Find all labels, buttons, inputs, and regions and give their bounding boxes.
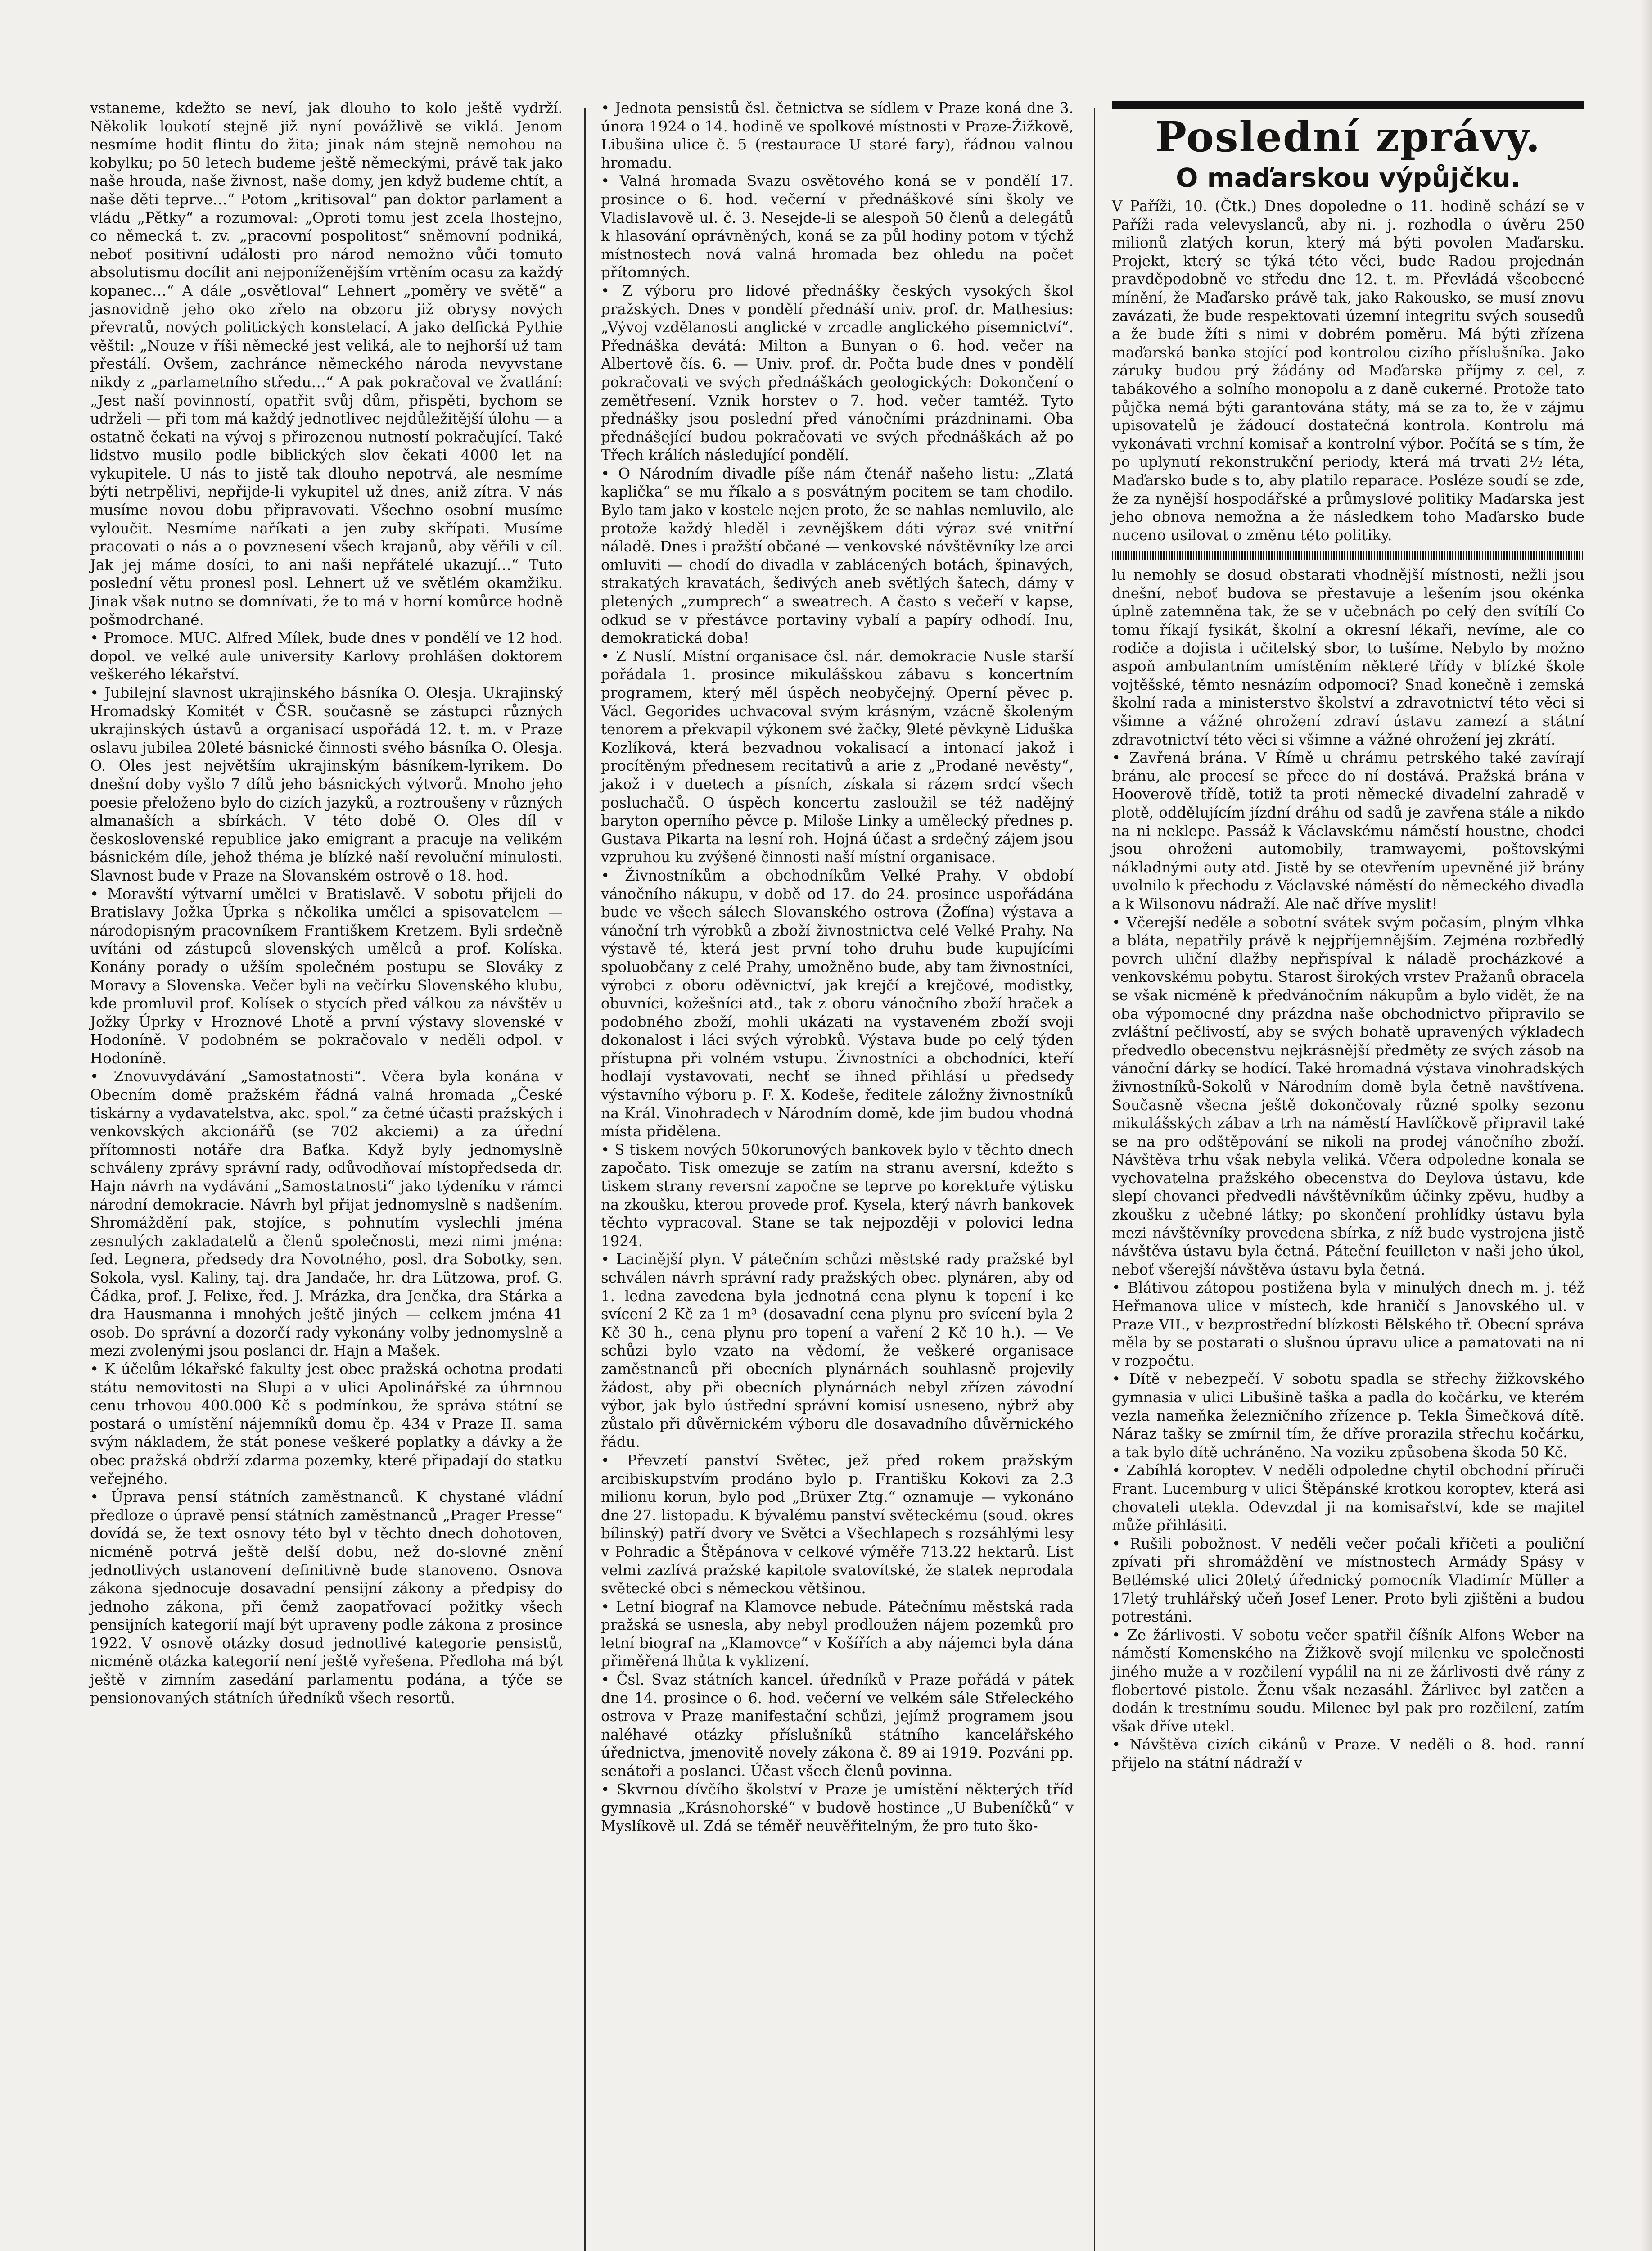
article-c3-3: • Blátivou zátopou postižena byla v minulých dnech m. j. též Heřmanova ulice v místech, kde hraničí s Janovského ul. v Praze VII., v bezprostřední blízkosti Bělského tř. Obecní správa měla by se postarati o slušnou úpravu ulice a pamatovati na ni v rozpočtu. — [1112, 1279, 1584, 1370]
article-c3-7: • Ze žárlivosti. V sobotu večer spatřil číšník Alfons Weber na náměstí Komenského na Žižkově svojí milenku ve společnosti jiného muže a v rozčilení vypálil na ni ze žárlivosti dvě rány z flobertové pistole. Ženu však nezasáhl. Žárlivec byl zatčen a dodán k trestnímu soudu. Milenec byl pak pro rozčilení, zatím však dříve utekl. — [1112, 1626, 1584, 1735]
article-c3-0: lu nemohly se dosud obstarati vhodnější místnosti, nežli jsou dnešní, neboť budova se přestavuje a lešením jsou okénka úplně zatemněna tak, že se v učebnách po celý den svítílí Co tomu říkají fysikát, školní a okresní lékaři, nevíme, ale co rodiče a dojista i učitelský sbor, to tušíme. Nebylo by možno aspoň ambulantním umístěním některé třídy v blízké škole vojtěšské, těmto nesnázím odpomoci? Snad konečně i zemská školní rada a ministerstvo školství a zdravotnictví této věci si všimne a vážné ohrožení zdraví ústavu zamezí a státní zdravotnictví této věci si všimne a vážné ohrožení jej zkrátí. — [1112, 566, 1584, 748]
article-c2-3: • O Národním divadle píše nám čtenář našeho listu: „Zlatá kaplička“ se mu říkalo a s posvátným pocitem se tam chodilo. Bylo tam jako v kostele nejen proto, že se nahlas nemluvilo, ale protože každý hleděl i zevnějškem dáti výraz své vnitřní náladě. Dnes i pražští občané — venkovské návštěvníky lze arci omluviti — chodí do divadla v zablácených botách, špinavých, strakatých kravatách, šedivých aneb světlých šatech, dámy v pletených „zumprech“ a sweatrech. A často s večeří v kapse, odkud se v přestávce portaviny vybalí a papíry odhodí. Inu, demokratická doba! — [601, 465, 1074, 647]
article-c3-4: • Dítě v nebezpečí. V sobotu spadla se střechy žižkovského gymnasia v ulici Libušině taška a padla do kočárku, ve kterém vezla nameňka železničního zřízence p. Tekla Šimečková dítě. Náraz tašky se zmírnil tím, že dříve prorazila střechu kočárku, a tak bylo dítě uchráněno. Na voziku způsobena škoda 50 Kč. — [1112, 1370, 1584, 1461]
article-c3-8: • Návštěva cizích cikánů v Praze. V neděli o 8. hod. ranní přijelo na státní nádraží v — [1112, 1736, 1584, 1772]
article-c3-1: • Zavřená brána. V Římě u chrámu petrského také zavírají bránu, ale procesí se přece do ní dostává. Pražská brána v Hooverově třídě, totiž ta proti německé divadelní zahradě v plotě, oddělujícím jízdní dráhu od sadů je zavřena stále a nikdo na ni neklepe. Passáž k Václavskému náměstí houstne, chodci jsou ohroženi automobily, tramwayemi, poštovskými nákladnými auty atd. Jistě by se otevřením upevněné již brány uvolnilo k přechodu z Václavské náměstí do německého divadla a k Wilsonovu nádraží. Ale nač dříve myslit! — [1112, 749, 1584, 913]
article-c2-11: • Skvrnou dívčího školství v Praze je umístění některých tříd gymnasia „Krásnohorské“ v budově hostince „U Bubeníčků“ v Myslíkově ul. Zdá se téměř neuvěřitelným, že pro tuto ško- — [601, 1781, 1074, 1835]
column-1 — [90, 99, 563, 1707]
article-c1-3: • Moravští výtvarní umělci v Bratislavě. V sobotu přijeli do Bratislavy Jožka Úprka s několika umělci a spisovatelem — národopisným pracovníkem Františkem Kretzem. Byli srdečně uvítáni od zástupců slovenských umělců a prof. Kolíska. Konány porady o užším společném postupu se Slováky z Moravy a Slovenska. Večer byli na večírku Slovenského klubu, kde promluvil prof. Kolísek o stycích před válkou za návštěv u Jožky Úprky v Hroznové Lhotě a první výstavy slovenské v Hodoníně. V podobném se pokračovalo v neděli odpol. v Hodoníně. — [90, 885, 563, 1067]
section-divider — [1112, 551, 1584, 560]
column-3 — [1112, 99, 1584, 1772]
lead-headline: O maďarskou výpůjčku. — [1176, 163, 1521, 193]
article-c1-6: • Úprava pensí státních zaměstnanců. K chystané vládní předloze o úpravě pensí státních zaměstnanců „Prager Presse“ dovídá se, že text osnovy této byl v těchto dnech dohotoven, nicméně potrvá ještě delší dobu, než do-slovné znění jednotlivých ustanovení definitivně bude stanoveno. Osnova zákona sjednocuje dosavadní pensijní zákony a předpisy do jednoho zákona, při čemž zaopatřovací požitky všech pensijních kategorií mají být upraveny podle zákona z prosince 1922. V osnově otázky dosud jednotlivé kategorie pensistů, nicméně otázka kategorií není ještě vyřešena. Předloha má být ještě v zimním zasedání parlamentu podána, a týče se pensionovaných státních úředníků všech resortů. — [90, 1488, 563, 1707]
article-c2-5: • Živnostníkům a obchodníkům Velké Prahy. V období vánočního nákupu, v době od 17. do 24. prosince uspořádána bude ve všech sálech Slovanského ostrova (Žofína) výstava a vánoční trh výrobků a zboží živnostnictva celé Velké Prahy. Na výstavě té, která jest první toho druhu bude kupujícími spoluobčany z celé Prahy, umožněno bude, aby tam živnostníci, výrobci z oboru oděvnictví, jak krejčí a krejčové, modistky, obuvníci, kožešníci atd., tak z oboru vánočního zboží hraček a podobného zboží, mohli ukázati na vystaveném zboží svoji dokonalost i láci svých výrobků. Výstava bude po celý týden přístupna při volném vstupu. Živnostníci a obchodníci, kteří hodlají vystavovati, nechť se ihned přihlásí u předsedy výstavního výboru p. F. X. Kodeše, ředitele záložny živnostníků na Král. Vinohradech v Národním domě, kde jim budou vhodná místa přidělena. — [601, 867, 1074, 1140]
article-c1-0: vstaneme, kdežto se neví, jak dlouho to kolo ještě vydrží. Několik loukotí stejně již nyní povážlivě se viklá. Jenom nesmíme hodit flintu do žita; jinak nám stejně nemohou na kobylku; po 50 letech budeme ještě německými, právě tak jako naše hrouda, naše živnost, naše domy, jen když budeme chtít, a naše děti teprve…“ Potom „kritisoval“ pan doktor parlament a vládu „Pětky“ a rozumoval: „Oproti tomu jest zcela lhostejno, co německá t. zv. „pracovní pospolitost“ sněmovní podniká, neboť positivní události pro národ nemožno vůči tomuto absolutismu docílit ani nejponíženějším vrtěním ocasu za každý kopanec…“ A dále „osvětloval“ Lehnert „poměry ve světě“ a jasnovidně jeho oko zřelo na obzoru již obrysy nových převratů, nových politických konstelací. A jako delfická Pythie věštil: „Nouze v říši německé jest veliká, ale to nejhorší už tam přestálí. Ovšem, zachránce německého národa nevyvstane nikdy z „parlametního středu…“ A pak pokračoval ve žvatlání: „Jest naší povinností, opatřit svůj dům, přispěti, bychom se udrželi — při tom má každý jednotlivec nejdůležitější úlohu — a ostatně čekati na vývoj s přirozenou nutností pokračující. Také lidstvo musilo podle biblických slov čekati 4000 let na vykupitele. U nás to jistě tak dlouho nepotrvá, ale nesmíme býti netrpělivi, nepřijde-li vykupitel už dnes, aniž zítra. V nás musíme novou dobu připravovati. Všechno osobní musíme vyloučit. Nesmíme naříkati a jen zuby skřípati. Musíme pracovati o nás a o povznesení všech krajanů, aby věřili v cíl. Jak jej máme dosíci, to ani naši nepřátelé ukazují…“ Tuto poslední větu pronesl posl. Lehnert už ve světlém okamžiku. Jinak však nutno se domnívati, že to má v horní komůrce hodně pošmodrchané. — [90, 99, 563, 628]
article-c2-8: • Převzetí panství Světec, jež před rokem pražským arcibiskupstvím prodáno bylo p. Františku Kokovi za 2.3 milionu korun, bylo pod „Brüxer Ztg.“ oznamuje — vykonáno dne 27. listopadu. K bývalému panství světeckému (soud. okres bílinský) patří dvory ve Světci a Všechlapech s rozsáhlými lesy v Pohradic a Štěpánova v celkové výměře 713.22 hektarů. List velmi zazlívá pražské kapitole svatovítské, že statek neprodala světecké obci s německou většinou. — [601, 1451, 1074, 1597]
article-c2-0: • Jednota pensistů čsl. četnictva se sídlem v Praze koná dne 3. února 1924 o 14. hodině ve spolkové místnosti v Praze-Žižkově, Libušina ulice č. 5 (restaurace U staré fary), řádnou valnou hromadu. — [601, 99, 1074, 172]
article-c2-9: • Letní biograf na Klamovce nebude. Pátečnímu městská rada pražská se usnesla, aby nebyl prodloužen nájem pozemků pro letní biograf na „Klamovce“ v Košířích a aby nájemci byla dána přiměřená lhůta k vyklizení. — [601, 1598, 1074, 1670]
column-rule-2 — [1094, 108, 1095, 2251]
column-2 — [601, 99, 1074, 1835]
article-c2-1: • Valná hromada Svazu osvětového koná se v pondělí 17. prosince o 6. hod. večerní v přednáškové síni školy ve Vladislavově ul. č. 3. Nesejde-li se alespoň 50 členů a delegátů k hlasování oprávněných, koná se za půl hodiny potom v týchž místnostech nová valná hromada bez ohledu na počet přítomných. — [601, 172, 1074, 281]
masthead-rule-top — [1112, 101, 1584, 109]
lead-article: V Paříži, 10. (Čtk.) Dnes dopoledne o 11. hodině schází se v Paříži rada velevyslanců, aby ni. j. rozhodla o úvěru 250 milionů zlatých korun, který má býti povolen Maďarsku. Projekt, který se týká této věci, bude Radou projednán pravděpodobně ve středu dne 12. t. m. Převládá všeobecné mínění, že Maďarsko právě tak, jako Rakousko, se musí znovu zavázati, že bude respektovati územní integritu svých sousedů a že bude žíti s nimi v dobrém poměru. Má býti zřízena maďarská banka stojící pod kontrolou cizího příslušníka. Jako záruky budou prý žádány od Maďarska příjmy z cel, z tabákového a solního monopolu a z daně cukerné. Protože tato půjčka nemá býti garantována státy, má se za to, že v zájmu upisovatelů je žádoucí dostatečná kontrola. Kontrolu má vykonávati vrchní komisař a kontrolní výbor. Počítá se s tím, že po uplynutí rekonstrukční periody, která má trvati 2½ léta, Maďarsko bude s to, aby platilo reparace. Posléze soudí se zde, že za nynější hospodářské a průmyslové politiky Maďarska jest jeho obnova nemožna a že následkem toho Maďarsko bude nuceno usilovat o změnu této politiky. — [1112, 198, 1584, 544]
article-c2-2: • Z výboru pro lidové přednášky českých vysokých škol pražských. Dnes v pondělí přednáší univ. prof. dr. Mathesius: „Vývoj vzdělanosti anglické v zrcadle anglického písemnictví“. Přednáška devátá: Milton a Bunyan o 6. hod. večer na Albertově čís. 6. — Univ. prof. dr. Počta bude dnes v pondělí pokračovati ve svých přednáškách geologických: Dokončení o zemětřesení. Vznik horstev o 7. hod. večer tamtéž. Tyto přednášky jsou poslední před vánočními prázdninami. Oba přednášející budou pokračovati ve svých přednáškách až po Třech králích následující pondělí. — [601, 282, 1074, 464]
article-c1-4: • Znovuvydávání „Samostatnosti“. Včera byla konána v Obecním domě pražském řádná valná hromada „České tiskárny a vydavatelstva, akc. spol.“ za četné účasti pražských i venkovských akcionářů (se 702 akciemi) a za úřední přítomnosti notáře dra Baťka. Když byly jednomyslně schváleny zprávy správní rady, odůvodňovaí místopředseda dr. Hajn návrh na vydávání „Samostatnosti“ jako týdeníku v rámci národní demokracie. Návrh byl přijat jednomyslně s nadšením. Shromáždění pak, stojíce, s pohnutím vyslechli jména zesnulých zakladatelů a členů společnosti, mezi nimi jména: fed. Legnera, předsedy dra Novotného, posl. dra Sobotky, sen. Sokola, vysl. Kaliny, taj. dra Jandače, hr. dra Lützowa, prof. G. Čádka, prof. J. Felixe, řed. J. Mrázka, dra Jenčka, dra Stárka a dra Hausmanna i mnohých ještě jiných — celkem jména 41 osob. Do správní a dozorčí rady vykonány volby jednomyslně a mezi zvolenými jsou poslanci dr. Hajn a Mašek. — [90, 1068, 563, 1360]
article-c1-2: • Jubilejní slavnost ukrajinského básníka O. Olesja. Ukrajinský Hromadský Komitét v ČSR. současně se zástupci různých ukrajinských ústavů a organisací uspořádá 12. t. m. v Praze oslavu jubilea 20leté básnické činnosti svého básníka O. Olesja. O. Oles jest největším ukrajinským básníkem-lyrikem. Do dnešní doby vyšlo 7 dílů jeho básnických výtvorů. Mnoho jeho poesie přeloženo bylo do cizích jazyků, a roztroušeny v různých almanaších a sbírkách. V této době O. Oles díl v československé republice jako emigrant a pracuje na velikém básnickém díle, jehož théma je blízké naší revoluční minulosti. Slavnost bude v Praze na Slovanském ostrově o 18. hod. — [90, 684, 563, 884]
article-c3-2: • Včerejší neděle a sobotní svátek svým počasím, plným vlhka a bláta, nepatřily právě k nejpříjemnějším. Zejména rozbředlý povrch uliční dlažby nepřispíval k náladě procházkové a venkovskému pobytu. Starost širokých vrstev Pražanů obracela se však nicméně k předvánočním nákupům a bylo vidět, že na oba výpomocné dny prázdna naše obchodnictvo připravilo se zvláštní pečlivostí, aby se svých bohatě upravených výkladech předvedlo obecenstvu nejkrásnější předměty ze svých zásob na vánoční dárky se hodící. Také hromadná výstava vinohradských živnostníků-Sokolů v Národním domě byla četně navštívena. Současně všecna ještě dokončovaly různé spolky sezonu mikulášských zábav a trh na náměstí Havlíčkově připravil také se na pro odštěpování se nikoli na prodej vánočního zboží. Návštěva trhu však nebyla veliká. Včera odpoledne konala se vychovatelna pražského obecenstva do Deylova ústavu, kde slepí chovanci předvedli návštěvníkům účinky zpěvu, hudby a zkoušku z učebné látky; po skončení prohlídky ústavu byla mezi návštěvníky provedena sbírka, z níž bude vystrojena jistě návštěva ústavu byla četná. Páteční feuilleton v naši jeho úkol, neboť všerejší návštěva ústavu byla četná. — [1112, 913, 1584, 1278]
article-c2-6: • S tiskem nových 50korunových bankovek bylo v těchto dnech započato. Tisk omezuje se zatím na stranu aversní, kdežto s tiskem strany reversní započne se teprve po korektuře výtisku na zkoušku, kterou provede prof. Kysela, který návrh bankovek těchto vypracoval. Stane se tak nejpozději v polovici ledna 1924. — [601, 1141, 1074, 1250]
newspaper-page — [90, 99, 1584, 2251]
article-c2-4: • Z Nuslí. Místní organisace čsl. nár. demokracie Nusle starší pořádala 1. prosince mikulášskou zábavu s koncertním programem, který měl úspěch neobyčejný. Operní pěvec p. Václ. Gegorides uchvacoval svým krásným, vzácně školeným tenorem a překvapil výkonem své žačky, 9leté pěvkyně Liduška Kozlíková, která bezvadnou vokalisací a intonací jakož i procítěným přednesem recitativů a arie z „Prodané nevěsty“, jakož i v duetech a písních, získala si rázem srdcí všech posluchačů. O úspěch koncertu zasloužil se též nadějný baryton operního pěvce p. Miloše Linky a umělecký přednes p. Gustava Pikarta na lesní roh. Hojná účast a srdečný zájem jsou vzpruhou ku zvýšené činnosti naší místní organisace. — [601, 647, 1074, 866]
article-c1-5: • K účelům lékařské fakulty jest obec pražská ochotna prodati státu nemovitosti na Slupi a v ulici Apolinářské za úhrnnou cenu trhovou 400.000 Kč s podmínkou, že správa státní se postará o umístění nájemníků domu čp. 434 v Praze II. sama svým nákladem, že stát ponese veškeré poplatky a dávky a že obec pražská obdrží zdarma pozemky, které připadají do statku veřejného. — [90, 1360, 563, 1487]
article-c3-5: • Zabíhlá koroptev. V neděli odpoledne chytil obchodní příruči Frant. Lucemburg v ulici Štěpánské krotkou koroptev, která asi chovateli utekla. Odevzdal ji na komisařství, kde se majitel může přihlásiti. — [1112, 1462, 1584, 1534]
article-c1-1: • Promoce. MUC. Alfred Mílek, bude dnes v pondělí ve 12 hod. dopol. ve velké aule university Karlovy prohlášen doktorem veškerého lékařství. — [90, 629, 563, 683]
section-masthead: Poslední zprávy. — [1155, 113, 1541, 161]
article-c2-10: • Čsl. Svaz státních kancel. úředníků v Praze pořádá v pátek dne 14. prosince o 6. hod. večerní ve velkém sále Střeleckého ostrova v Praze manifestační schůzi, jejímž programem jsou naléhavé otázky příslušníků státního kancelářského úřednictva, jmenovitě novely zákona č. 89 ai 1919. Pozváni pp. senátoři a poslanci. Účast všech členů povinna. — [601, 1671, 1074, 1780]
scan-edge-shadow — [1640, 0, 1652, 2251]
column-rule-1 — [584, 108, 586, 2251]
article-c2-7: • Lacinější plyn. V pátečním schůzi městské rady pražské byl schválen návrh správní rady pražských obec. plynáren, aby od 1. ledna zavedena byla jednotná cena plynu k topení i ke svícení 2 Kč za 1 m³ (dosavadní cena plynu pro svícení byla 2 Kč 30 h., cena plynu pro topení a vaření 2 Kč 10 h.). — Ve schůzi bylo vzato na vědomí, že veškeré organisace zaměstnanců při obecních plynárnách souhlasně projevily žádost, aby při obecních plynárnách nebyl zřízen závodní výbor, jak bylo ústřední správní komisí usneseno, nýbrž aby zůstalo při důvěrnickém výboru dle dosavadního důvěrnického řádu. — [601, 1251, 1074, 1451]
article-c3-6: • Rušili pobožnost. V neděli večer počali křičeti a pouliční zpívati při shromáždění ve místnostech Armády Spásy v Betlémské ulici 20letý úřednický pomocník Vladimír Müller a 17letý truhlářský učeň Josef Lener. Proto byli zjištěni a budou potrestáni. — [1112, 1535, 1584, 1626]
